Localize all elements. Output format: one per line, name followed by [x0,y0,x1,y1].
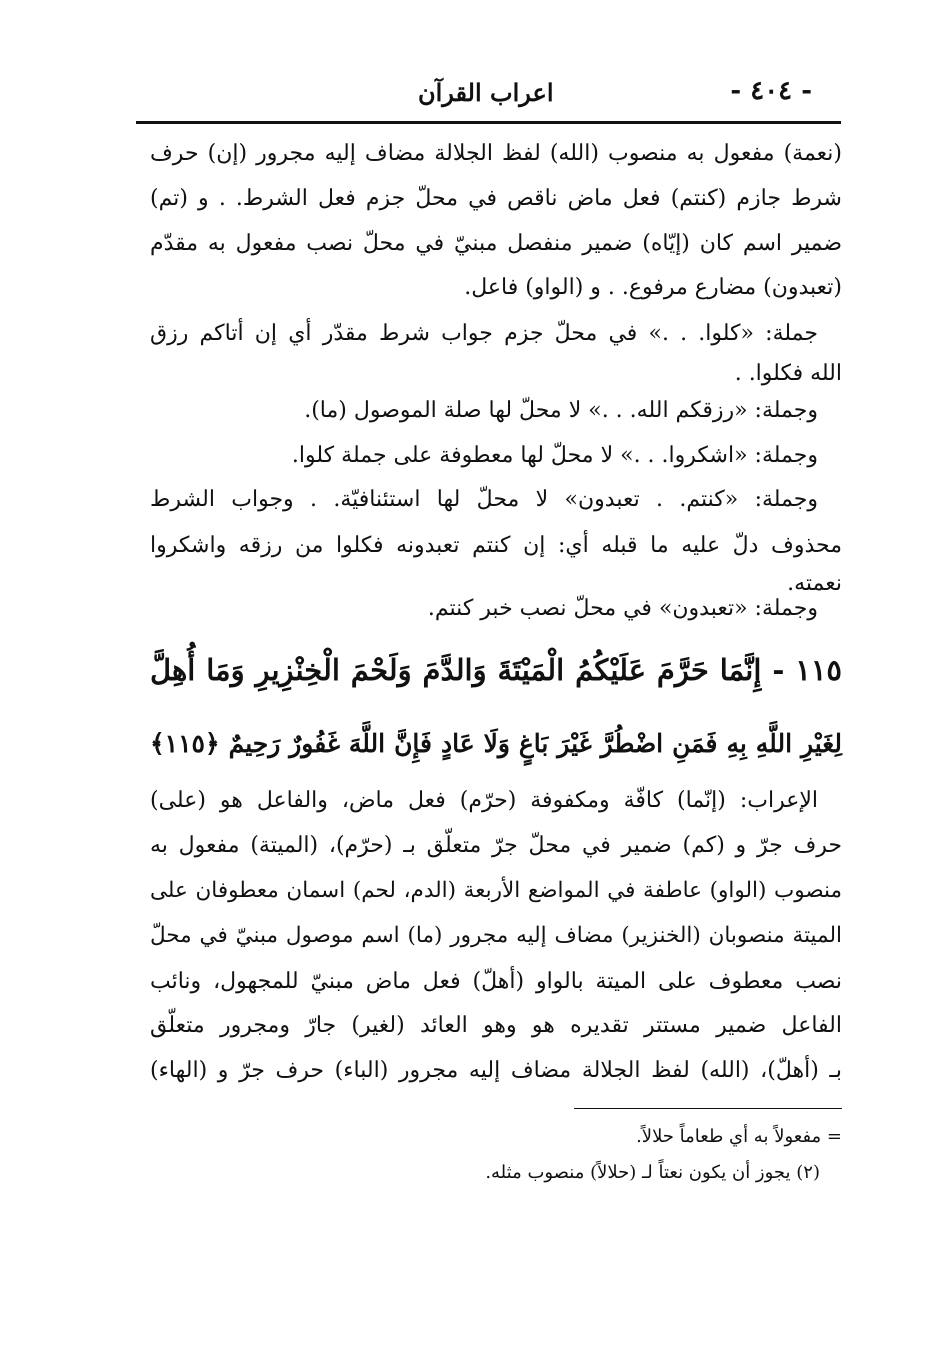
body-line: نعمته. [787,571,842,596]
body-line: وجملة: «اشكروا. . .» لا محلّ لها معطوفة على جملة كلوا. [291,443,818,468]
irab-line: الميتة منصوبان (الخنزير) مضاف إليه مجرور (ما) اسم موصول مبنيّ في محلّ [150,923,842,948]
irab-line: منصوب (الواو) عاطفة في المواضع الأربعة (الدم، لحم) اسمان معطوفان على [150,878,842,903]
body-line: جملة: «كلوا. . .» في محلّ جزم جواب شرط مقدّر أي إن أتاكم رزق [150,321,818,346]
body-line: وجملة: «تعبدون» في محلّ نصب خبر كنتم. [427,596,818,621]
irab-line: حرف جرّ و (كم) ضمير في محلّ جرّ متعلّق بـ (حرّم)، (الميتة) مفعول به [150,833,842,858]
running-title: اعراب القرآن [418,78,554,107]
verse-text: لِغَيْرِ اللَّهِ بِهِ فَمَنِ اضْطُرَّ غَيْرَ بَاغٍ وَلَا عَادٍ فَإِنَّ اللَّهَ غَفُورٌ رَحِيمٌ [228,729,842,758]
footnote-rule [574,1108,842,1109]
body-line: ضمير اسم كان (إيّاه) ضمير منفصل مبنيّ في محلّ نصب مفعول به مقدّم [150,231,842,256]
header-rule [136,121,841,124]
footnote: = مفعولاً به أي طعاماً حلالاً. [636,1126,842,1147]
body-line: محذوف دلّ عليه ما قبله أي: إن كنتم تعبدونه فكلوا من رزقه واشكروا [150,533,842,558]
body-line: (تعبدون) مضارع مرفوع. . و (الواو) فاعل. [464,275,842,300]
irab-line: بـ (أهلّ)، (الله) لفظ الجلالة مضاف إليه مجرور (الباء) حرف جرّ و (الهاء) [150,1058,842,1083]
verse-end-marker: ﴿١١٥﴾ [150,729,220,758]
irab-line: الإعراب: (إنّما) كافّة ومكفوفة (حرّم) فعل ماض، والفاعل هو (على) [150,788,818,813]
body-line: شرط جازم (كنتم) فعل ماض ناقص في محلّ جزم فعل الشرط. . و (تم) [150,186,842,211]
verse-line-2 [150,722,842,766]
body-line: وجملة: «كنتم. . تعبدون» لا محلّ لها استئنافيّة. . وجواب الشرط [150,487,818,512]
page-number: - ٤٠٤ - [730,76,812,106]
irab-line: الفاعل ضمير مستتر تقديره هو وهو العائد (لغير) جارّ ومجرور متعلّق [150,1013,842,1038]
footnote: (٢) يجوز أن يكون نعتاً لـ (حلالاً) منصوب مثله. [485,1162,820,1183]
verse-text: إِنَّمَا حَرَّمَ عَلَيْكُمُ الْمَيْتَةَ وَالدَّمَ وَلَحْمَ الْخِنْزِيرِ وَمَا أُهِلَّ [150,653,762,687]
body-line: (نعمة) مفعول به منصوب (الله) لفظ الجلالة مضاف إليه مجرور (إن) حرف [150,141,842,166]
irab-line: نصب معطوف على الميتة بالواو (أهلّ) فعل ماض مبنيّ للمجهول، ونائب [150,969,842,994]
verse-line-1 [150,648,842,692]
body-line: وجملة: «رزقكم الله. . .» لا محلّ لها صلة الموصول (ما). [304,398,818,423]
verse-number: ١١٥ - [772,653,842,687]
body-line: الله فكلوا. . [734,361,842,386]
